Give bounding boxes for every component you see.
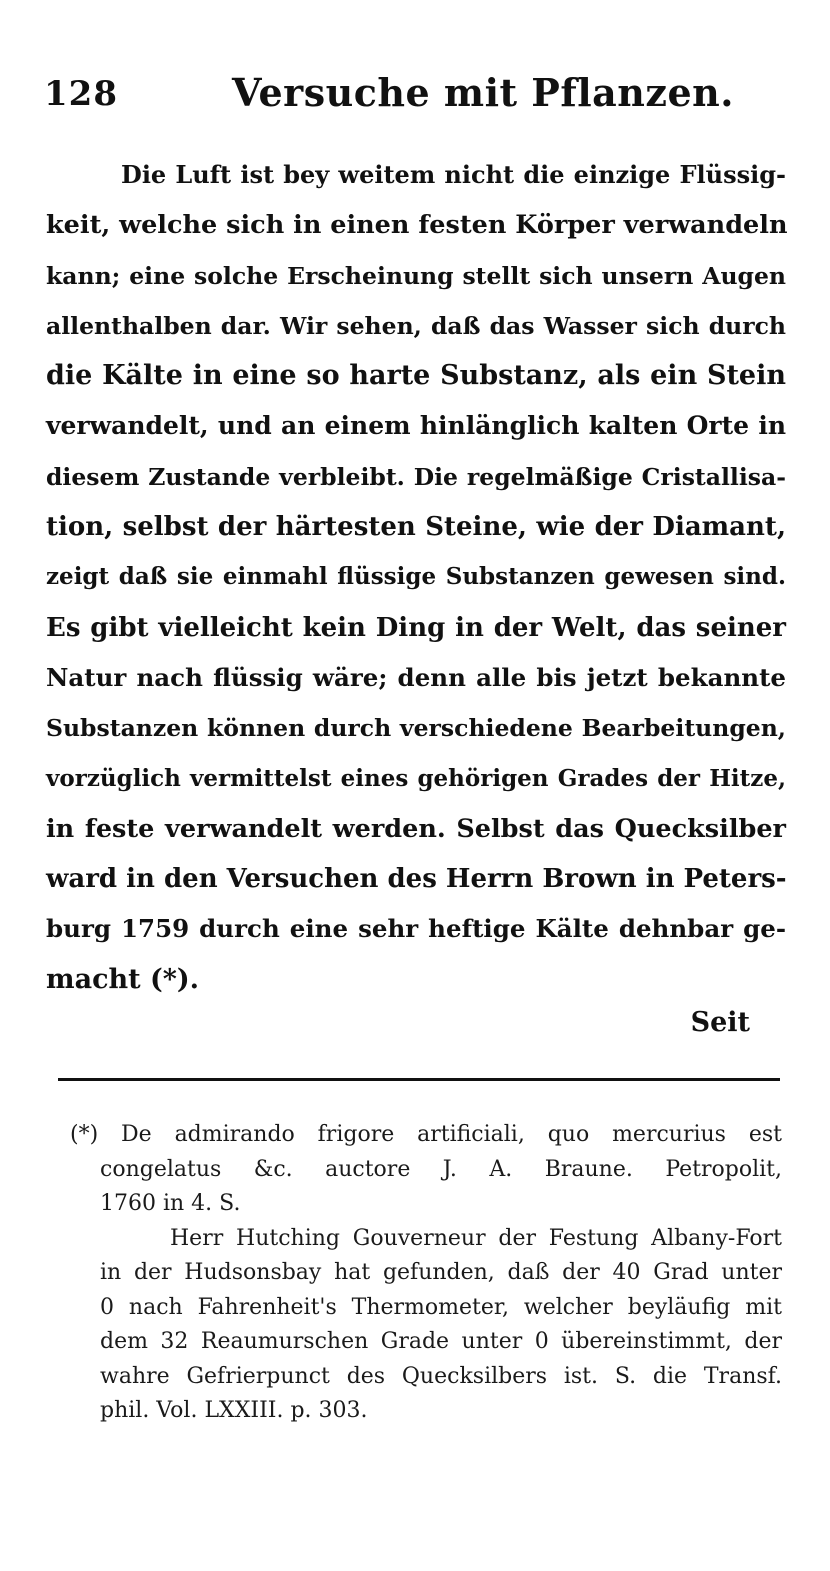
- footnote-line: in der Hudsonsbay hat gefunden, daß der 40 Grad unter: [100, 1260, 782, 1285]
- footnote-line: 1760 in 4. S.: [100, 1191, 241, 1216]
- text-line: keit, welche sich in einen festen Körper verwandeln: [46, 210, 788, 241]
- footnote-rule: [58, 1078, 780, 1081]
- text-line: Die Luft ist bey weitem nicht die einzige Flüssig-: [121, 160, 786, 189]
- catchword: Seit: [690, 1007, 750, 1038]
- footnote-line: Herr Hutching Gouverneur der Festung Albany-Fort: [170, 1225, 782, 1251]
- text-line: macht (*).: [46, 963, 200, 995]
- text-line: zeigt daß sie einmahl flüssige Substanzen gewesen sind.: [46, 563, 786, 591]
- text-line: diesem Zustande verbleibt. Die regelmäßige Cristallisa-: [46, 462, 786, 491]
- text-line: verwandelt, und an einem hinlänglich kalten Orte in: [46, 411, 786, 441]
- footnote-line: (*) De admirando frigore artificiali, quo mercurius est: [70, 1122, 782, 1147]
- main-text-block: [46, 150, 786, 1005]
- footnote-line: dem 32 Reaumurschen Grade unter 0 übereinstimmt, der: [100, 1329, 782, 1354]
- text-line: allenthalben dar. Wir sehen, daß das Wasser sich durch: [46, 311, 786, 340]
- footnote-block: [70, 1118, 782, 1429]
- text-line: Natur nach flüssig wäre; denn alle bis jetzt bekannte: [46, 662, 786, 692]
- page-number: 128: [44, 74, 118, 114]
- text-line: Es gibt vielleicht kein Ding in der Welt, das seiner: [46, 612, 786, 643]
- text-line: tion, selbst der härtesten Steine, wie der Diamant,: [46, 512, 786, 543]
- text-line: burg 1759 durch eine sehr heftige Kälte dehnbar ge-: [46, 914, 786, 944]
- text-line: kann; eine solche Erscheinung stellt sich unsern Augen: [46, 261, 786, 290]
- text-line: in feste verwandelt werden. Selbst das Quecksilber: [46, 813, 786, 844]
- footnote-line: 0 nach Fahrenheit's Thermometer, welcher beyläufig mit: [100, 1294, 782, 1320]
- page-header: [44, 66, 784, 126]
- text-line: vorzüglich vermittelst eines gehörigen Grades der Hitze,: [46, 764, 786, 792]
- footnote-line: wahre Gefrierpunct des Quecksilbers ist. S. die Transf.: [100, 1363, 782, 1389]
- footnote-line: phil. Vol. LXXIII. p. 303.: [100, 1398, 368, 1423]
- running-title: Versuche mit Pflanzen.: [232, 70, 735, 115]
- footnote-line: congelatus &c. auctore J. A. Braune. Petropolit,: [100, 1156, 782, 1182]
- text-line: Substanzen können durch verschiedene Bearbeitungen,: [46, 714, 786, 743]
- text-line: ward in den Versuchen des Herrn Brown in Peters-: [46, 864, 787, 895]
- text-line: die Kälte in eine so harte Substanz, als ein Stein: [46, 360, 786, 392]
